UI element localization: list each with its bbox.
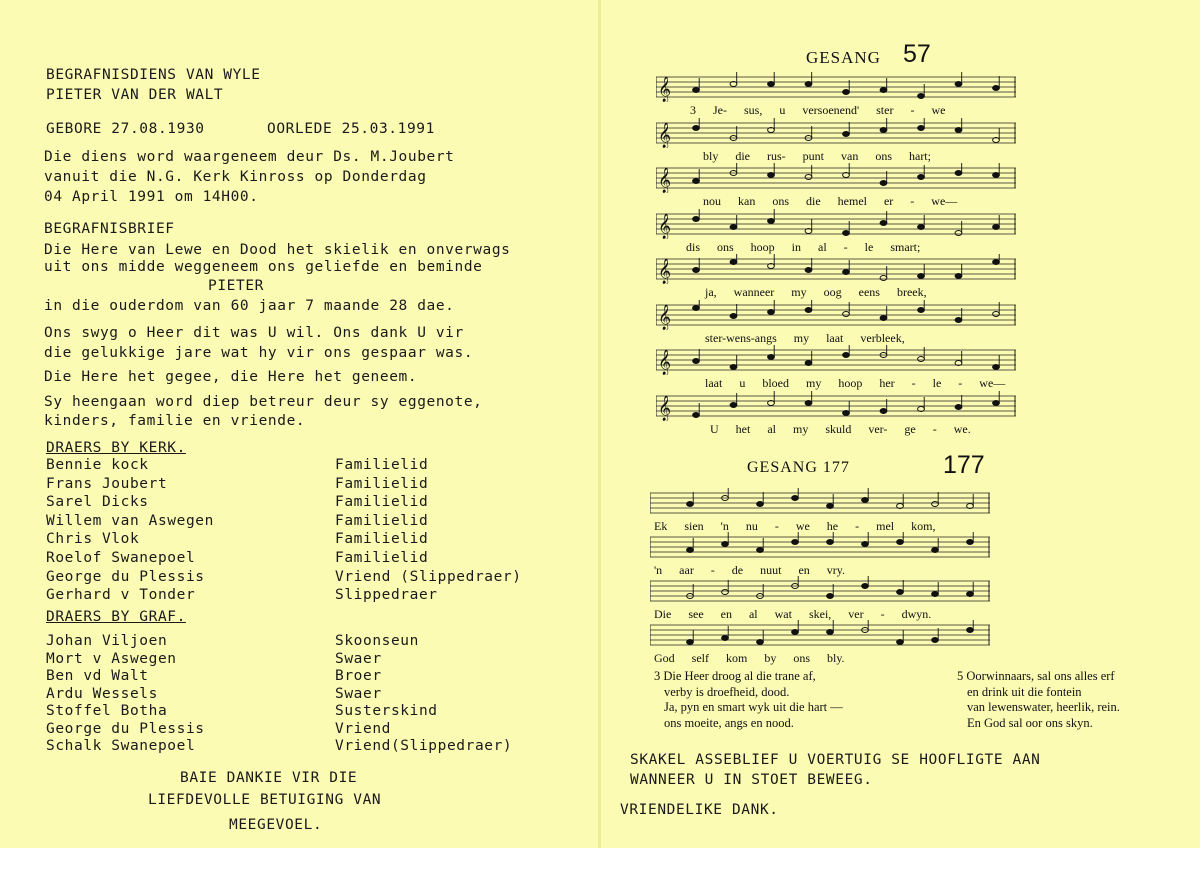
bearer-role: Vriend(Slippedraer) [335, 738, 513, 754]
verse-3-line: ons moeite, angs en nood. [664, 715, 794, 730]
verse-3 [654, 669, 843, 731]
death-date: OORLEDE 25.03.1991 [267, 121, 435, 137]
treble-clef-icon: 𝄞 [658, 350, 672, 375]
paragraph-4-line-1: Sy heengaan word diep betreur deur sy eggenote, [44, 394, 483, 410]
paragraph-4-line-2: kinders, familie en vriende. [44, 413, 306, 429]
treble-clef-icon: 𝄞 [658, 259, 672, 284]
verse-3-line: 3 Die Heer droog al die trane af, [654, 669, 816, 683]
bearer-role: Familielid [335, 531, 429, 548]
music-staff [656, 209, 1016, 239]
music-staff [656, 163, 1016, 193]
hymn-1-lyric-line: 3 Je- sus, u versoenend' ster - we [690, 103, 946, 117]
bearer-role: Slippedraer [335, 587, 438, 604]
music-staff [656, 72, 1016, 102]
music-staff [656, 300, 1016, 330]
hymn-2-lyric-line: Die see en al wat skei, ver - dwyn. [654, 607, 932, 621]
closing-thanks: VRIENDELIKE DANK. [620, 802, 779, 818]
letter-line-1: Die Here van Lewe en Dood het skielik en onverwags [44, 242, 511, 258]
bearer-role: Familielid [335, 475, 429, 492]
letter-line-2: uit ons midde weggeneem ons geliefde en beminde [44, 259, 483, 275]
thanks-line-1: BAIE DANKIE VIR DIE [180, 770, 358, 786]
service-line-1: Die diens word waargeneem deur Ds. M.Joubert [44, 149, 455, 165]
hymn-2-lyric-line: God self kom by ons bly. [654, 651, 845, 665]
bearer-name: Frans Joubert [46, 475, 168, 492]
paragraph-2-line-1: Ons swyg o Heer dit was U wil. Ons dank U vir [44, 325, 464, 341]
hymn-1-lyric-line: dis ons hoop in al - le smart; [686, 239, 921, 254]
treble-clef-icon: 𝄞 [658, 77, 672, 102]
music-staff [656, 118, 1016, 148]
bearer-name: Johan Viljoen [46, 633, 168, 649]
treble-clef-icon: 𝄞 [658, 213, 672, 239]
verse-5 [957, 669, 1120, 731]
thanks-line-3: MEEGEVOEL. [229, 817, 323, 833]
bearer-role: Swaer [335, 650, 382, 667]
hymn-2-number: 177 [943, 451, 985, 479]
hymn-1-number: 57 [903, 40, 931, 68]
music-staff [650, 488, 990, 518]
bearer-role: Vriend [335, 720, 391, 737]
bearer-role: Swaer [335, 685, 382, 702]
music-staff [656, 391, 1016, 421]
hymn-2-lyric-line: 'n aar - de nuut en vry. [654, 563, 846, 577]
bearer-name: Ardu Wessels [46, 685, 158, 702]
bearer-role: Skoonseun [335, 633, 419, 649]
bearer-name: Schalk Swanepoel [46, 738, 196, 754]
service-heading-line-2: PIETER VAN DER WALT [46, 87, 224, 103]
treble-clef-icon: 𝄞 [658, 168, 672, 193]
music-staff [650, 620, 990, 650]
verse-3-line: Ja, pyn en smart wyk uit die hart — [664, 700, 843, 714]
paragraph-3: Die Here het gegee, die Here het geneem. [44, 369, 418, 385]
treble-clef-icon: 𝄞 [658, 304, 672, 330]
music-staff [656, 254, 1016, 284]
music-staff [650, 576, 990, 606]
verse-5-line: en drink uit die fontein [967, 684, 1082, 699]
bearer-name: Roelof Swanepoel [46, 550, 196, 566]
scan-margin [0, 848, 1200, 879]
hymn-1-label: GESANG [806, 48, 881, 67]
hymn-1-lyric-line: nou kan ons die hemel er - we— [703, 194, 958, 208]
music-staff [650, 532, 990, 562]
bearer-name: George du Plessis [46, 568, 205, 585]
birth-date: GEBORE 27.08.1930 [46, 121, 205, 137]
bearer-name: Bennie kock [46, 457, 149, 473]
bearer-name: Sarel Dicks [46, 494, 149, 511]
paragraph-2-line-2: die gelukkige jare wat hy vir ons gespaar was. [44, 345, 474, 361]
grave-bearers-title: DRAERS BY GRAF. [46, 609, 186, 625]
bearer-role: Broer [335, 668, 382, 684]
service-line-3: 04 April 1991 om 14H00. [44, 189, 259, 205]
hymn-2-label: GESANG 177 [747, 459, 850, 476]
bearer-role: Familielid [335, 494, 429, 511]
bearer-name: Chris Vlok [46, 531, 140, 548]
hymn-2-lyric-line: Ek sien 'n nu - we he - mel kom, [654, 519, 936, 533]
service-heading-line-1: BEGRAFNISDIENS VAN WYLE [46, 67, 261, 83]
bearer-name: George du Plessis [46, 720, 205, 737]
treble-clef-icon: 𝄞 [658, 122, 672, 148]
music-staff [656, 345, 1016, 375]
thanks-line-2: LIEFDEVOLLE BETUIGING VAN [148, 792, 382, 808]
bearer-name: Stoffel Botha [46, 703, 168, 719]
letter-line-3: PIETER [208, 278, 264, 294]
verse-5-line: En God sal oor ons skyn. [967, 715, 1093, 730]
bearer-role: Familielid [335, 550, 429, 566]
page-fold [598, 0, 601, 848]
notice-line-1: SKAKEL ASSEBLIEF U VOERTUIG SE HOOFLIGTE AAN [630, 752, 1041, 768]
hymn-1-lyric-line: ster-wens-angs my laat verbleek, [705, 330, 905, 345]
verse-5-line: 5 Oorwinnaars, sal ons alles erf [957, 669, 1115, 683]
church-bearers-title: DRAERS BY KERK. [46, 440, 186, 456]
bearer-role: Vriend (Slippedraer) [335, 568, 522, 585]
bearer-name: Ben vd Walt [46, 668, 149, 684]
hymn-1-lyric-line: ja, wanneer my oog eens breek, [705, 285, 927, 299]
letter-title: BEGRAFNISBRIEF [44, 221, 175, 237]
bearer-role: Familielid [335, 512, 429, 529]
treble-clef-icon: 𝄞 [658, 395, 672, 421]
bearer-role: Susterskind [335, 703, 438, 719]
bearer-name: Willem van Aswegen [46, 512, 214, 529]
hymn-1-lyric-line: laat u bloed my hoop her - le - we— [705, 376, 1006, 390]
service-line-2: vanuit die N.G. Kerk Kinross op Donderdag [44, 169, 427, 185]
verse-5-line: van lewenswater, heerlik, rein. [967, 700, 1120, 714]
verse-3-line: verby is droefheid, dood. [664, 684, 790, 699]
bearer-name: Mort v Aswegen [46, 650, 177, 667]
bearer-role: Familielid [335, 457, 429, 473]
notice-line-2: WANNEER U IN STOET BEWEEG. [630, 772, 873, 788]
letter-line-4: in die ouderdom van 60 jaar 7 maande 28 dae. [44, 298, 455, 314]
hymn-1-lyric-line: bly die rus- punt van ons hart; [703, 148, 931, 163]
bearer-name: Gerhard v Tonder [46, 587, 196, 604]
hymn-1-lyric-line: U het al my skuld ver- ge - we. [710, 421, 971, 436]
